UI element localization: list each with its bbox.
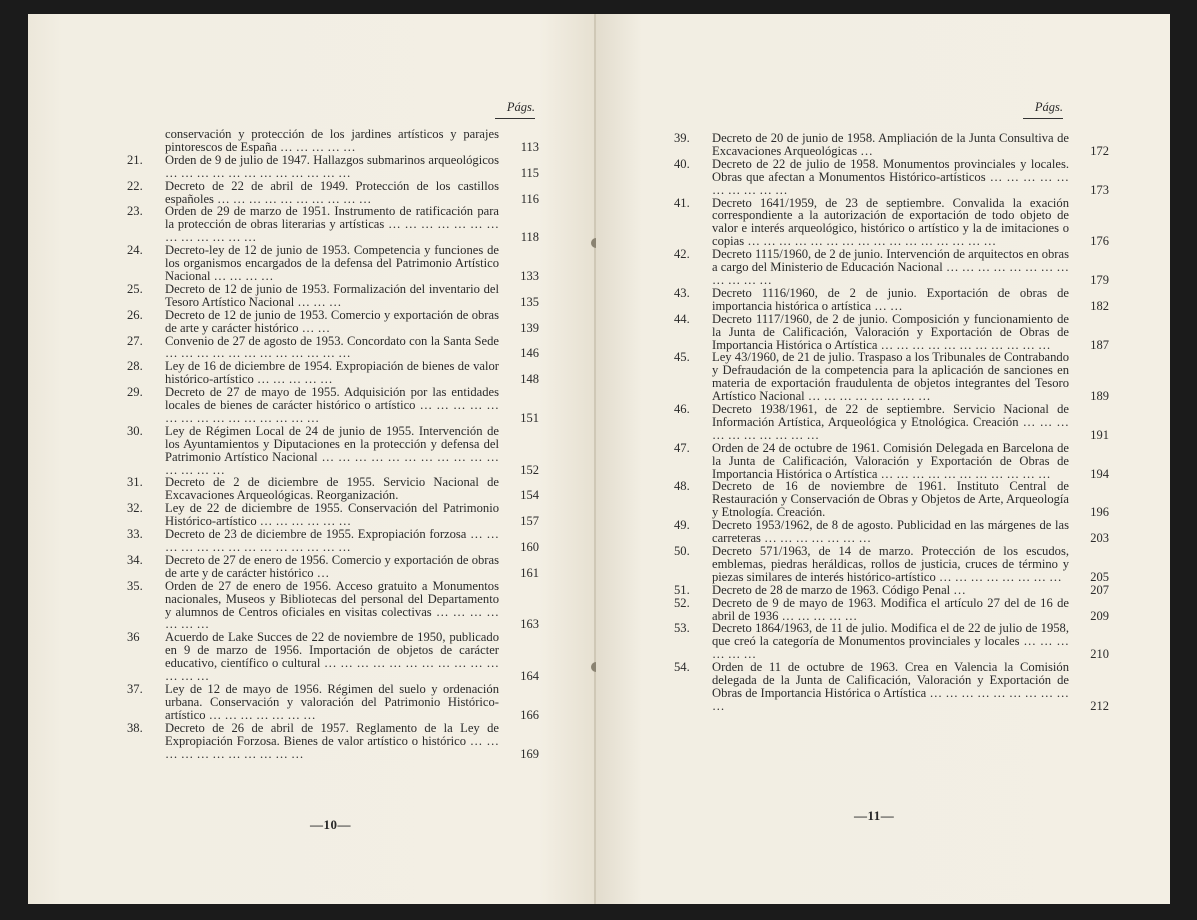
entry-number: 24. <box>127 243 143 258</box>
index-entry <box>127 580 539 632</box>
entry-page-number: 187 <box>1090 337 1109 352</box>
entry-page-number: 191 <box>1090 427 1109 442</box>
index-entry <box>674 584 1109 597</box>
entry-number: 32. <box>127 501 143 516</box>
index-entry <box>674 480 1109 519</box>
entry-page-number: 139 <box>520 320 539 335</box>
entry-number: 54. <box>674 660 690 675</box>
entry-number: 48. <box>674 479 690 494</box>
entry-title: Ley de 22 de diciembre de 1955. Conservación del Patrimonio Histórico-artístico … … … … … … <box>165 501 499 529</box>
index-list-left <box>127 128 539 760</box>
entry-number: 44. <box>674 311 690 326</box>
entry-number: 23. <box>127 204 143 219</box>
index-entry <box>127 128 539 154</box>
entry-title: Decreto de 12 de junio de 1953. Comercio y exportación de obras de arte y carácter histórico … … <box>165 307 499 335</box>
entry-number: 26. <box>127 307 143 322</box>
index-entry <box>127 244 539 283</box>
entry-title: Decreto de 23 de diciembre de 1955. Expropiación forzosa … … … … … … … … … … … … … … <box>165 527 499 554</box>
index-entry <box>127 360 539 386</box>
entry-number: 28. <box>127 359 143 374</box>
index-entry <box>127 335 539 361</box>
entry-title: Decreto de 2 de diciembre de 1955. Servicio Nacional de Excavaciones Arqueológicas. Reorganización. <box>165 475 499 503</box>
index-entry <box>127 283 539 309</box>
entry-number: 43. <box>674 285 690 300</box>
entry-page-number: 113 <box>520 139 539 154</box>
entry-page-number: 205 <box>1090 569 1109 584</box>
entry-number: 38. <box>127 720 143 735</box>
entry-number: 46. <box>674 402 690 417</box>
entry-title: Decreto de 28 de marzo de 1963. Código Penal … <box>712 582 966 597</box>
entry-page-number: 194 <box>1090 466 1109 481</box>
pages-header: Págs. <box>495 100 535 119</box>
index-entry <box>127 309 539 335</box>
entry-title: Orden de 29 de marzo de 1951. Instrumento de ratificación para la protección de obras literarias y artísticas … … … … … … … … … … … … … <box>165 204 499 245</box>
entry-page-number: 212 <box>1090 698 1109 713</box>
index-entry <box>127 631 539 683</box>
entry-title: Decreto de 9 de mayo de 1963. Modifica el artículo 27 del de 16 de abril de 1936 … … … … … <box>712 595 1069 623</box>
entry-page-number: 115 <box>520 165 539 180</box>
entry-page-number: 154 <box>520 488 539 503</box>
entry-page-number: 179 <box>1090 272 1109 287</box>
index-list-right <box>674 132 1109 713</box>
entry-page-number: 210 <box>1090 647 1109 662</box>
entry-number: 35. <box>127 578 143 593</box>
entry-page-number: 160 <box>520 540 539 554</box>
entry-number: 36 <box>127 630 140 645</box>
entry-page-number: 176 <box>1090 234 1109 249</box>
entry-title: Decreto 571/1963, de 14 de marzo. Protección de los escudos, emblemas, piedras heráldicas, rollos de justicia, cruces de término y piezas similares de interés histórico-artístico … … … … … … … … <box>712 544 1069 584</box>
entry-page-number: 169 <box>520 746 539 761</box>
entry-number: 50. <box>674 544 690 558</box>
entry-title: Decreto de 27 de mayo de 1955. Adquisición por las entidades locales de bienes de carácter histórico o artístico … … … … … … … … … … … … … … … <box>165 385 499 425</box>
index-entry <box>674 545 1109 584</box>
entry-page-number: 203 <box>1090 531 1109 546</box>
entry-page-number: 182 <box>1090 298 1109 313</box>
index-entry <box>127 386 539 425</box>
entry-title: Ley de 12 de mayo de 1956. Régimen del suelo y ordenación urbana. Conservación y valoración del Patrimonio Histórico-artístico … … … … … … … <box>165 681 499 722</box>
index-entry <box>674 132 1109 158</box>
index-entry <box>674 248 1109 287</box>
entry-page-number: 157 <box>520 514 539 529</box>
entry-title: Decreto 1115/1960, de 2 de junio. Intervención de arquitectos en obras a cargo del Ministerio de Educación Nacional … … … … … … … … … … … … <box>712 247 1069 287</box>
entry-number: 31. <box>127 475 143 490</box>
index-entry <box>127 180 539 206</box>
entry-title: Decreto de 12 de junio de 1953. Formalización del inventario del Tesoro Artístico Nacional … … … <box>165 281 499 309</box>
entry-page-number: 161 <box>520 565 539 580</box>
page-number-footer: —11— <box>854 808 895 823</box>
entry-number: 33. <box>127 527 143 542</box>
index-entry <box>127 554 539 580</box>
entry-number: 47. <box>674 440 690 455</box>
entry-title: Decreto-ley de 12 de junio de 1953. Competencia y funciones de los organismos encargados de la defensa del Patrimonio Artístico Nacional … … … … <box>165 243 499 283</box>
index-entry <box>127 502 539 528</box>
entry-number: 30. <box>127 423 143 438</box>
index-entry <box>674 622 1109 661</box>
entry-number: 39. <box>674 131 690 145</box>
entry-title: Decreto 1116/1960, de 2 de junio. Exportación de obras de importancia histórica o artística … … <box>712 285 1069 313</box>
index-entry <box>127 683 539 722</box>
index-entry <box>127 425 539 477</box>
index-entry <box>674 158 1109 197</box>
entry-number: 40. <box>674 156 690 171</box>
entry-number: 51. <box>674 582 690 597</box>
index-entry <box>674 519 1109 545</box>
index-entry <box>674 287 1109 313</box>
entry-title: Decreto de 22 de julio de 1958. Monumentos provinciales y locales. Obras que afectan a Monumentos Histórico-artísticos … … … … … … … … … … <box>712 156 1069 197</box>
entry-title: Decreto 1117/1960, de 2 de junio. Composición y funcionamiento de la Junta de Calificación, Valoración y Exportación de Obras de Importancia Histórica o Artística … … … … … … … … … … … <box>712 311 1069 352</box>
entry-page-number: 146 <box>520 346 539 361</box>
entry-page-number: 196 <box>1090 505 1109 520</box>
entry-title: conservación y protección de los jardines artísticos y parajes pintorescos de España … … … … … <box>165 127 499 154</box>
entry-number: 21. <box>127 152 143 167</box>
entry-title: Ley de Régimen Local de 24 de junio de 1955. Intervención de los Ayuntamientos y Diputaciones en la protección y defensa del Patrimonio Artístico Nacional … … … … … … … … … … … … … … … <box>165 423 499 477</box>
entry-number: 45. <box>674 350 690 365</box>
entry-page-number: 116 <box>520 191 539 206</box>
index-entry <box>674 351 1109 403</box>
index-entry <box>127 722 539 761</box>
index-entry <box>674 442 1109 481</box>
index-entry <box>127 528 539 554</box>
entry-number: 29. <box>127 385 143 400</box>
entry-page-number: 189 <box>1090 389 1109 404</box>
entry-page-number: 135 <box>520 294 539 309</box>
entry-number: 22. <box>127 178 143 193</box>
entry-title: Orden de 27 de enero de 1956. Acceso gratuito a Monumentos nacionales, Museos y Bibliotecas del personal del Departamento y alumnos de Centros oficiales en visitas colectivas … … … … … … … <box>165 578 499 632</box>
entry-title: Decreto de 26 de abril de 1957. Reglamento de la Ley de Expropiación Forzosa. Bienes de valor artístico o histórico … … … … … … … … … … … <box>165 720 499 761</box>
entry-number: 53. <box>674 621 690 636</box>
entry-page-number: 172 <box>1090 143 1109 158</box>
entry-page-number: 173 <box>1090 182 1109 197</box>
entry-title: Decreto 1864/1963, de 11 de julio. Modifica el de 22 de julio de 1958, que creó la categoría de Monumentos provinciales y locales … … … … … … <box>712 621 1069 662</box>
entry-number: 41. <box>674 195 690 210</box>
entry-title: Orden de 9 de julio de 1947. Hallazgos submarinos arqueológicos … … … … … … … … … … … … <box>165 152 499 180</box>
entry-number: 34. <box>127 552 143 567</box>
index-entry <box>674 313 1109 352</box>
entry-page-number: 148 <box>520 372 539 387</box>
pages-header: Págs. <box>1023 100 1063 119</box>
entry-title: Ley de 16 de diciembre de 1954. Expropiación de bienes de valor histórico-artístico … … … … … <box>165 359 499 387</box>
entry-page-number: 151 <box>520 410 539 425</box>
index-entry <box>674 597 1109 623</box>
entry-number: 42. <box>674 247 690 262</box>
index-entry <box>674 403 1109 442</box>
index-entry <box>674 197 1109 249</box>
entry-title: Orden de 24 de octubre de 1961. Comisión Delegada en Barcelona de la Junta de Calificación, Valoración y Exportación de Obras de Importancia Histórica o Artística … … … … … … … … … … … <box>712 440 1069 481</box>
entry-title: Decreto de 20 de junio de 1958. Ampliación de la Junta Consultiva de Excavaciones Arqueológicas … <box>712 131 1069 158</box>
entry-page-number: 118 <box>520 230 539 245</box>
entry-number: 25. <box>127 281 143 296</box>
entry-title: Convenio de 27 de agosto de 1953. Concordato con la Santa Sede … … … … … … … … … … … … <box>165 333 499 361</box>
right-page <box>596 14 1170 904</box>
entry-number: 37. <box>127 681 143 696</box>
left-page <box>28 14 596 904</box>
index-entry <box>127 154 539 180</box>
index-entry <box>127 205 539 244</box>
entry-title: Decreto 1641/1959, de 23 de septiembre. Convalida la exación correspondiente a la autorización de exportación de todo objeto de valor e interés arqueológico, histórico o artístico y la de imitaciones o copias … … … … … … … … … … … … … … … … <box>712 195 1069 249</box>
entry-title: Decreto de 22 de abril de 1949. Protección de los castillos españoles … … … … … … … … … … <box>165 178 499 206</box>
entry-page-number: 133 <box>520 268 539 283</box>
entry-title: Decreto de 16 de noviembre de 1961. Instituto Central de Restauración y Conservación de Obras y Objetos de Arte, Arqueología y Etnología. Creación. <box>712 479 1069 520</box>
entry-page-number: 166 <box>520 707 539 722</box>
entry-title: Decreto 1938/1961, de 22 de septiembre. Servicio Nacional de Información Artística, Arqueológica y Etnológica. Creación … … … … … … … … … … <box>712 402 1069 442</box>
entry-title: Ley 43/1960, de 21 de julio. Traspaso a los Tribunales de Contrabando y Defraudación de la competencia para la aplicación de sanciones en materia de exportación fraudulenta de objetos integrantes del Tesoro Artístico Nacional … … … … … … … … <box>712 350 1069 404</box>
page-number-footer: —10— <box>310 817 351 832</box>
entry-page-number: 152 <box>520 462 539 477</box>
entry-page-number: 164 <box>520 669 539 684</box>
entry-number: 49. <box>674 518 690 533</box>
entry-title: Orden de 11 de octubre de 1963. Crea en Valencia la Comisión delegada de la Junta de Calificación, Valoración y Exportación de Obras de Importancia Histórica o Artística … … … … … … … … … … <box>712 660 1069 713</box>
entry-page-number: 207 <box>1090 582 1109 597</box>
entry-title: Acuerdo de Lake Succes de 22 de noviembre de 1950, publicado en 9 de marzo de 1956. Importación de objetos de carácter educativo, científico o cultural … … … … … … … … … … … … … … <box>165 630 499 684</box>
entry-page-number: 163 <box>520 617 539 632</box>
index-entry <box>674 661 1109 713</box>
entry-title: Decreto de 27 de enero de 1956. Comercio y exportación de obras de arte y de carácter histórico … <box>165 552 499 580</box>
index-entry <box>127 476 539 502</box>
entry-number: 52. <box>674 595 690 610</box>
entry-title: Decreto 1953/1962, de 8 de agosto. Publicidad en las márgenes de las carreteras … … … … … … … <box>712 518 1069 546</box>
entry-page-number: 209 <box>1090 608 1109 623</box>
entry-number: 27. <box>127 333 143 348</box>
